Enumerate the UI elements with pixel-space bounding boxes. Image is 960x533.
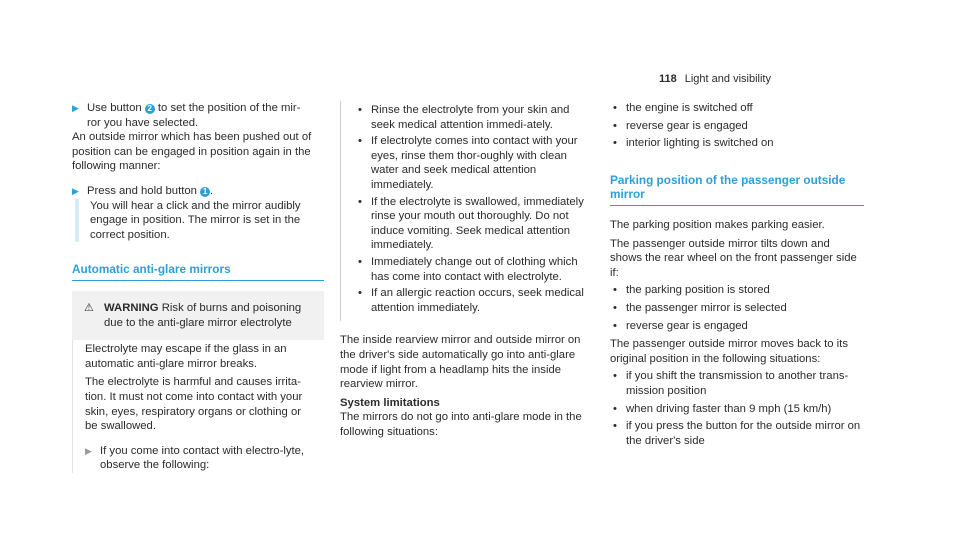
page-number: 118 xyxy=(659,73,677,85)
conditions-list xyxy=(610,283,864,333)
warning-body xyxy=(72,340,324,473)
warning-step-text: If you come into contact with electro-lyte, observe the following: xyxy=(100,444,305,472)
step-text-a: Use button xyxy=(87,102,145,114)
step-text-b: to set the position of the mir- ror you have selected. xyxy=(87,102,301,129)
warning-label: WARNING xyxy=(104,301,159,314)
limitations-list xyxy=(610,101,864,151)
warning-header xyxy=(84,301,314,330)
list-item: • If an allergic reaction occurs, seek medical attention immediately. xyxy=(355,286,592,315)
warning-title xyxy=(104,301,314,330)
paragraph-pushed-out: An outside mirror which has been pushed out of position can be engaged in position again in the following manner: xyxy=(72,131,312,173)
warning-paragraph: The electrolyte is harmful and causes irrita-tion. It must not come into contact with your skin, eyes, respiratory organs or clothing or be swallowed. xyxy=(85,376,303,433)
step-press-hold xyxy=(72,184,324,199)
step-arrow-icon: ▶ xyxy=(72,185,79,196)
electrolyte-instructions xyxy=(340,101,592,321)
column-1 xyxy=(72,101,324,473)
paragraph-limitations: The mirrors do not go into anti-glare mode in the following situations: xyxy=(340,411,582,438)
paragraph-moves-back: The passenger outside mirror moves back to its original position in the following situations: xyxy=(610,338,848,365)
heading-anti-glare: Automatic anti-glare mirrors xyxy=(72,262,324,281)
list-item: • If electrolyte comes into contact with your eyes, rinse them thor-oughly with clean water and seek medical attention immediately. xyxy=(355,134,592,192)
list-item: • Immediately change out of clothing which has come into contact with electrolyte. xyxy=(355,255,592,284)
list-item: • reverse gear is engaged xyxy=(610,119,864,134)
paragraph-anti-glare: The inside rearview mirror and outside mirror on the driver's side automatically go into anti-glare mode if light from a headlamp hits the inside rearview mirror. xyxy=(340,334,581,391)
list-item: • Rinse the electrolyte from your skin and seek medical attention immedi-ately. xyxy=(355,103,592,132)
warning-triangle-icon: ⚠ xyxy=(84,301,94,314)
step-text xyxy=(87,101,300,130)
heading-parking-position: Parking position of the passenger outside mirror xyxy=(610,173,864,206)
page-header xyxy=(659,72,771,87)
list-item: • when driving faster than 9 mph (15 km/h) xyxy=(610,402,864,417)
list-item: • if you shift the transmission to another trans-mission position xyxy=(610,369,864,398)
warning-box xyxy=(72,291,324,340)
list-item: • If the electrolyte is swallowed, immediately rinse your mouth out thoroughly. Do not induce vomiting. Seek medical attention immediately. xyxy=(355,195,592,253)
step-arrow-icon: ▶ xyxy=(85,445,92,456)
column-2 xyxy=(340,101,592,439)
section-title: Light and visibility xyxy=(684,73,771,85)
paragraph-parking: The parking position makes parking easier. xyxy=(610,218,825,231)
situations-list xyxy=(610,369,864,448)
step-text xyxy=(87,184,213,199)
list-item: • the parking position is stored xyxy=(610,283,864,298)
step-detail-text: You will hear a click and the mirror audibly engage in position. The mirror is set in the correct position. xyxy=(90,199,301,241)
button-2-badge: 2 xyxy=(145,104,155,114)
step-use-button xyxy=(72,101,324,130)
step-detail xyxy=(75,199,324,243)
electrolyte-list xyxy=(355,103,592,315)
list-item: • reverse gear is engaged xyxy=(610,319,864,334)
warning-paragraph: Electrolyte may escape if the glass in an automatic anti-glare mirror breaks. xyxy=(85,343,287,370)
column-3 xyxy=(610,101,864,448)
list-item: • interior lighting is switched on xyxy=(610,136,864,151)
button-1-badge: 1 xyxy=(200,187,210,197)
step-arrow-icon: ▶ xyxy=(72,103,79,113)
warning-step xyxy=(85,444,314,473)
paragraph-tilts: The passenger outside mirror tilts down and shows the rear wheel on the front passenger side if: xyxy=(610,237,857,279)
step-text-b: . xyxy=(210,184,214,197)
list-item: • if you press the button for the outside mirror on the driver's side xyxy=(610,419,864,448)
list-item: • the passenger mirror is selected xyxy=(610,301,864,316)
system-limitations-title: System limitations xyxy=(340,396,440,409)
list-item: • the engine is switched off xyxy=(610,101,864,116)
step-text-a: Press and hold button xyxy=(87,184,201,197)
warning-text: Risk of burns and poisoning due to the anti-glare mirror electrolyte xyxy=(104,301,302,329)
